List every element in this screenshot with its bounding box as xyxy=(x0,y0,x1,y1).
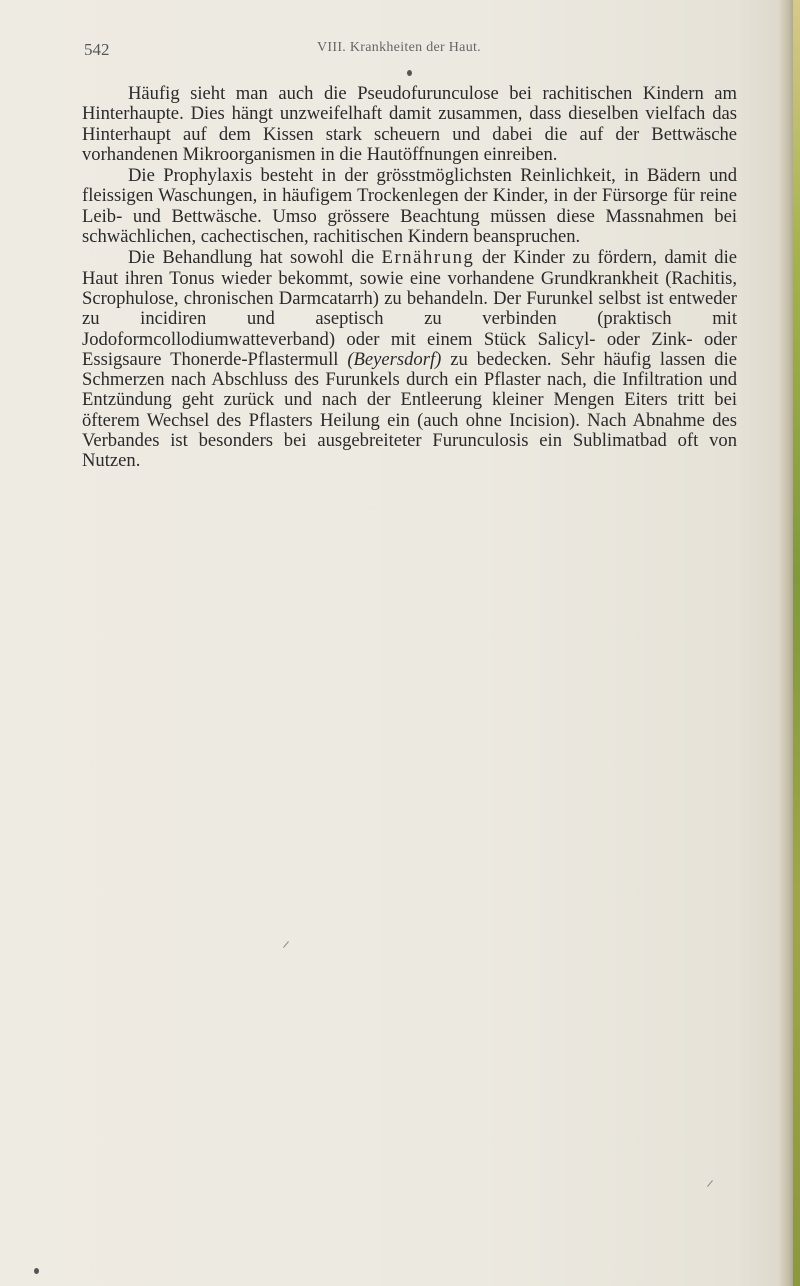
page-number: 542 xyxy=(84,40,110,59)
paragraph-text: Die Behandlung hat sowohl die xyxy=(128,247,382,269)
ink-dot xyxy=(407,70,412,76)
paragraph xyxy=(82,248,737,471)
running-head: VIII. Krankheiten der Haut. xyxy=(317,40,481,55)
emphasized-word: Ernährung xyxy=(381,247,475,269)
author-citation: (Beyersdorf) xyxy=(347,348,442,370)
body-text xyxy=(82,84,737,473)
page-edge-stripe xyxy=(793,0,800,1286)
page-header xyxy=(84,40,734,62)
paper-speck xyxy=(707,1180,713,1187)
paper-speck xyxy=(283,941,289,948)
ink-dot xyxy=(34,1268,39,1274)
paragraph-text: zu bedecken. Sehr häufig lassen die Schmerzen nach Abschluss des Furunkels durch ein Pflaster nach, die Infiltration und Entzündung geht zurück und nach der Entleerung kleiner Mengen Eiters tritt bei öfterem Wechsel des Pflasters Heilung ein (auch ohne Incision). Nach Abnahme des Verbandes ist besonders bei ausgebreiteter Furunculosis ein Sublimatbad oft von Nutzen. xyxy=(82,348,737,472)
paragraph-text: Die Prophylaxis besteht in der grösstmöglichsten Reinlichkeit, in Bädern und fleissigen Waschungen, in häufigem Trockenlegen der Kinder, in der Fürsorge für reine Leib- und Bettwäsche. Umso grössere Beachtung müssen diese Massnahmen bei schwächlichen, cachectischen, rachitischen Kindern beanspruchen. xyxy=(82,165,737,248)
paragraph-text: Häufig sieht man auch die Pseudofurunculose bei rachitischen Kindern am Hinterhaupte. Dies hängt unzweifelhaft damit zusammen, dass dieselben vielfach das Hinterhaupt auf dem Kissen stark scheuern und dabei die auf der Bettwäsche vorhandenen Mikroorganismen in die Hautöffnungen einreiben. xyxy=(82,83,737,165)
paragraph xyxy=(82,166,737,247)
paragraph-text: der Kinder zu fördern, damit die Haut ihren Tonus wieder bekommt, sowie eine vorhandene Grundkrankheit (Rachitis, Scrophulose, chronischen Darmcatarrh) zu behandeln. Der Furunkel selbst ist entweder zu incidiren und aseptisch zu verbinden (praktisch mit Jodoformcollodiumwatteverband) oder mit einem Stück Salicyl- oder Zink- oder Essigsaure Thonerde-Pflastermull xyxy=(82,247,737,370)
paragraph xyxy=(82,84,737,165)
